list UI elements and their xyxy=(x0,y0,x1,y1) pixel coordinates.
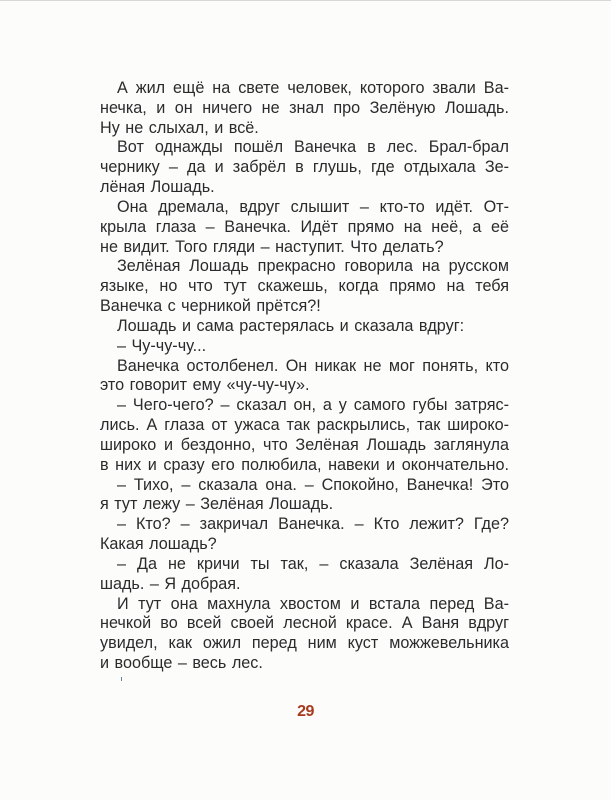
text-line: широко и бездонно, что Зелёная Лошадь заглянула xyxy=(100,435,509,454)
text-line: А жил ещё на свете человек, которого звали Ва- xyxy=(117,79,509,97)
text-line: крыла глаза – Ванечка. Идёт прямо на неё, а её xyxy=(100,217,509,236)
text-line: лёная Лошадь. xyxy=(100,178,215,197)
text-line: Зелёная Лошадь прекрасно говорила на русском xyxy=(117,257,509,276)
text-line: Лошадь и сама растерялась и сказала вдруг: xyxy=(117,316,465,335)
text-line: и вообще – весь лес. xyxy=(100,654,263,673)
text-line: языке, но что тут скажешь, когда прямо на тебя xyxy=(100,277,509,296)
text-line: не видит. Того гляди – наступит. Что делать? xyxy=(100,237,444,256)
text-line: И тут она махнула хвостом и встала перед Ва- xyxy=(117,594,509,613)
text-line: Ванечка с черникой прётся?! xyxy=(100,297,321,316)
text-line: Она дремала, вдруг слышит – кто-то идёт. От- xyxy=(117,197,509,216)
text-line: – Чего-чего? – сказал он, а у самого губы затряс- xyxy=(117,396,509,415)
text-line: лись. А глаза от ужаса так раскрылись, так широко- xyxy=(100,416,509,435)
text-line: Какая лошадь? xyxy=(100,535,217,554)
text-line: это говорит ему «чу-чу-чу». xyxy=(100,376,310,395)
scan-speck xyxy=(121,677,122,681)
text-line: Вот однажды пошёл Ванечка в лес. Брал-брал xyxy=(117,138,509,157)
text-line: нечка, и он ничего не знал про Зелёную Лошадь. xyxy=(100,98,509,117)
text-line: – Кто? – закричал Ванечка. – Кто лежит? Где? xyxy=(117,515,509,534)
text-line: – Да не кричи ты так, – сказала Зелёная Ло- xyxy=(117,554,509,573)
story-text xyxy=(100,79,509,674)
text-line: чернику – да и забрёл в глушь, где отдыхала Зе- xyxy=(100,158,509,177)
text-line: увидел, как ожил перед ним куст можжевельника xyxy=(100,634,509,653)
text-line: нечкой во всей своей лесной красе. А Ваня вдруг xyxy=(100,614,509,633)
text-line: шадь. – Я добрая. xyxy=(100,574,241,593)
text-line: в них и сразу его полюбила, навеки и окончательно. xyxy=(100,455,509,474)
text-line: – Чу-чу-чу... xyxy=(117,336,207,355)
text-line: Ну не слыхал, и всё. xyxy=(100,118,259,137)
text-line: Ванечка остолбенел. Он никак не мог понять, кто xyxy=(117,356,509,375)
page-number: 29 xyxy=(297,703,314,720)
text-line: – Тихо, – сказала она. – Спокойно, Ванечка! Это xyxy=(117,475,509,494)
text-line: я тут лежу – Зелёная Лошадь. xyxy=(100,495,334,514)
